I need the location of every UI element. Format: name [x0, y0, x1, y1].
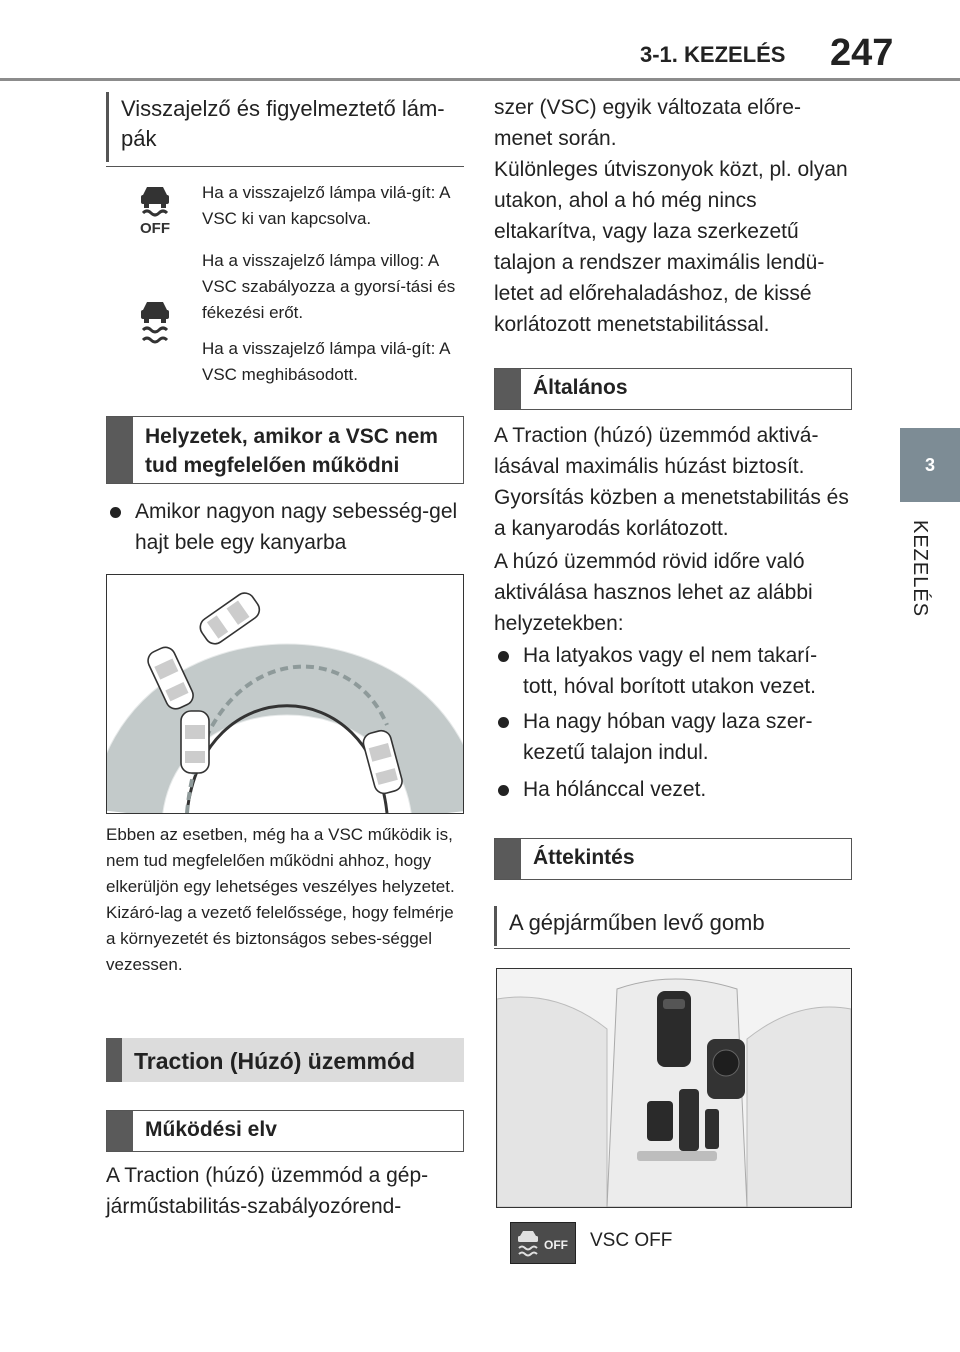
center-console-photo [496, 968, 852, 1208]
indicator-off-text: Ha a visszajelző lámpa vilá-gít: A VSC ki van kapcsolva. [202, 183, 450, 228]
general-heading-text: Általános [533, 376, 628, 399]
bullet-icon [498, 717, 509, 728]
curve-illustration [106, 574, 464, 814]
vsc-limitations-heading-text: Helyzetek, amikor a VSC nem tud megfelelően működni [145, 425, 438, 477]
principle-heading-text: Működési elv [145, 1118, 277, 1141]
vsc-icon [130, 296, 180, 352]
overview-heading-text: Áttekintés [533, 846, 635, 869]
button-section [494, 906, 850, 949]
list-item [494, 774, 850, 805]
general-heading [494, 368, 852, 410]
heading-bar [107, 417, 133, 483]
traction-heading [106, 1038, 464, 1082]
list-item [494, 706, 850, 768]
button-heading: A gépjárműben levő gomb [494, 906, 850, 946]
header-rule [0, 78, 960, 81]
vsc-off-label: VSC OFF [590, 1230, 673, 1251]
vsc-off-icon [130, 182, 180, 238]
heading-bar [495, 369, 521, 409]
heading-bar [106, 1038, 122, 1082]
vsc-limitations-heading [106, 416, 464, 484]
principle-text: A Traction (húzó) üzemmód a gép-járműstabilitás-szabályozórend- [106, 1164, 429, 1218]
traction-heading-text: Traction (Húzó) üzemmód [134, 1048, 416, 1074]
chapter-label: KEZELÉS [909, 520, 931, 618]
bullet-icon [110, 507, 121, 518]
list-item-text: Ha nagy hóban vagy laza szer-kezetű talajon indul. [523, 710, 813, 764]
indicator-rule [106, 166, 464, 167]
overview-heading [494, 838, 852, 880]
indicator-section [106, 92, 464, 167]
chapter-tab: 3 [900, 428, 960, 502]
page-number: 247 [830, 32, 894, 74]
vsc-off-icon-text: OFF [544, 1238, 568, 1252]
section-title: 3-1. KEZELÉS [640, 42, 786, 67]
list-item-text: Ha hólánccal vezet. [523, 778, 707, 801]
list-item-text: Ha latyakos vagy el nem takarí-tott, hóval borított utakon vezet. [523, 644, 818, 698]
curve-caption: Ebben az esetben, még ha a VSC működik is, nem tud megfelelően működni ahhoz, hogy elkerüljön egy lehetséges veszélyes helyzetet. Kizáró-lag a vezető felelőssége, hogy felmérje a környezetét és biztonságos sebes-séggel vezessen. [106, 825, 455, 974]
svg-text:OFF: OFF [140, 220, 170, 237]
heading-bar [107, 1111, 133, 1151]
list-item-text: Amikor nagyon nagy sebesség-gel hajt bele egy kanyarba [135, 500, 458, 554]
bullet-icon [498, 785, 509, 796]
principle-heading [106, 1110, 464, 1152]
list-item [106, 496, 464, 558]
heading-bar [495, 839, 521, 879]
bullet-icon [498, 651, 509, 662]
indicator-blink-text: Ha a visszajelző lámpa villog: A VSC szabályozza a gyorsí-tási és fékezési erőt. [202, 251, 456, 322]
indicator-on-text: Ha a visszajelző lámpa vilá-gít: A VSC meghibásodott. [202, 339, 450, 384]
list-item [494, 640, 850, 702]
button-rule [494, 948, 850, 949]
general-text-1: A Traction (húzó) üzemmód aktivá-lásával maximális húzást biztosít. Gyorsítás közben a menetstabilitás és a kanyarodás korlátozott. [494, 424, 849, 540]
vsc-variant-text: szer (VSC) egyik változata előre-menet során. [494, 96, 801, 150]
vsc-off-button-icon [510, 1222, 576, 1264]
general-text-2: A húzó üzemmód rövid időre való aktiválása hasznos lehet az alábbi helyzetekben: [494, 550, 813, 635]
special-conditions-text: Különleges útviszonyok közt, pl. olyan utakon, ahol a hó még nincs eltakarítva, vagy laza szerkezetű talajon a rendszer maximális lendü-letet ad előrehaladáshoz, de kissé korlátozott menetstabilitással. [494, 158, 848, 336]
indicator-heading: Visszajelző és figyelmeztető lám-pák [106, 92, 464, 162]
